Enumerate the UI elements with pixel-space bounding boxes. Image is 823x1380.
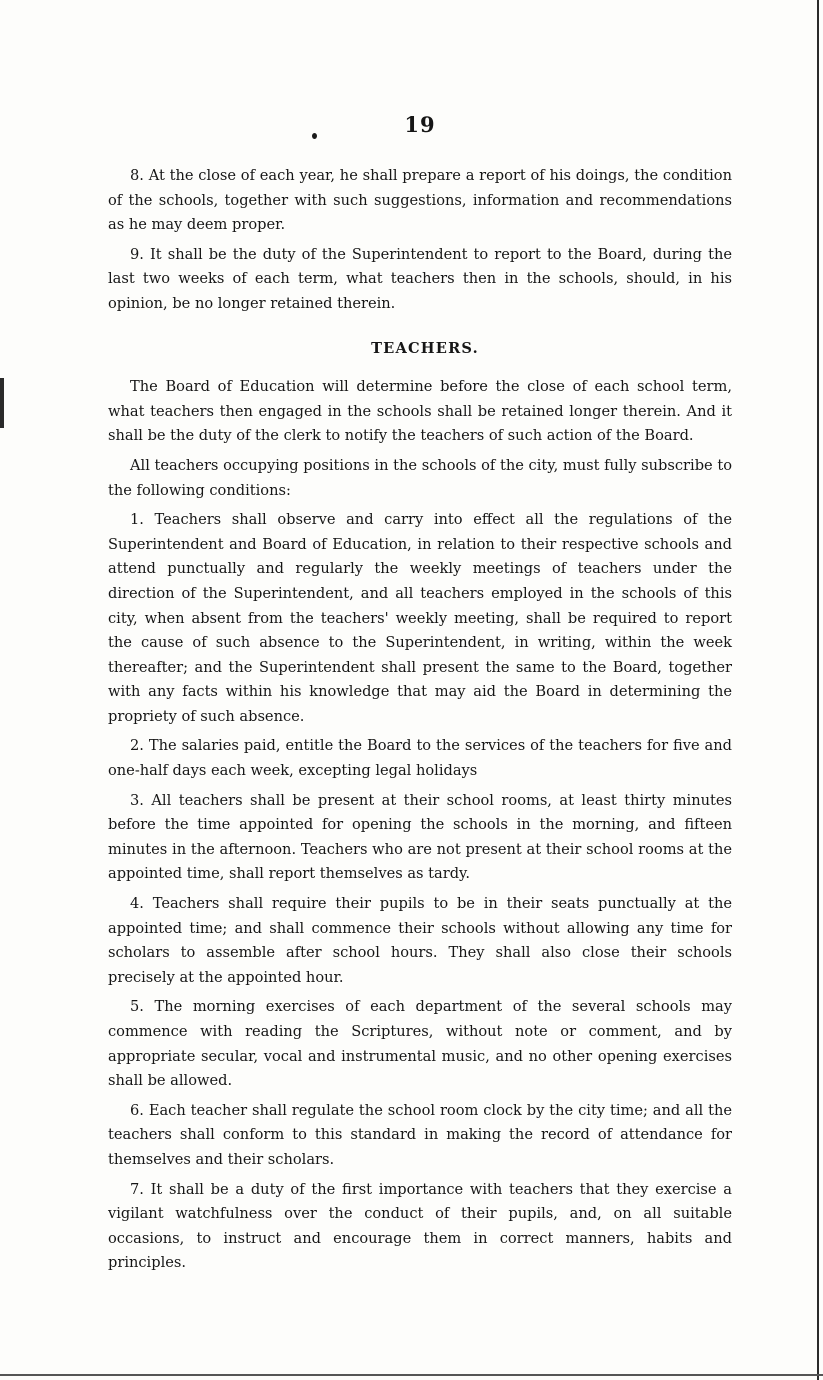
paragraph-board-of-education: The Board of Education will determine before the close of each school term, what teachers then engaged in the schools shall be retained longer therein. And it shall be the duty of the clerk to notify the teachers of such action of the Board. [108, 378, 732, 445]
page-bottom-edge [0, 1374, 823, 1376]
page-edge-left-mark [0, 378, 4, 428]
paragraph-teachers-1: 1. Teachers shall observe and carry into effect all the regulations of the Superintendent and Board of Education, in relation to their respective schools and attend punctually and regularly the weekly meetings of teachers under the direction of the Superintendent, and all teachers employed in the schools of this city, when absent from the teachers' weekly meeting, shall be required to report the cause of such absence to the Superintendent, in writing, within the week thereafter; and the Superintendent shall present the same to the Board, together with any facts within his knowledge that may aid the Board in determining the propriety of such absence. [108, 511, 732, 725]
paragraph-superintendent-8: 8. At the close of each year, he shall prepare a report of his doings, the condition of the schools, together with such suggestions, information and recommendations as he may deem proper. [108, 167, 732, 234]
page-edge-right [817, 0, 819, 1380]
section-heading-teachers: TEACHERS. [371, 339, 479, 357]
paragraph-teachers-6: 6. Each teacher shall regulate the school room clock by the city time; and all the teachers shall conform to this standard in making the record of attendance for themselves and their scholars. [108, 1101, 732, 1168]
paragraph-teachers-5: 5. The morning exercises of each department of the several schools may commence with reading the Scriptures, without note or comment, and by appropriate secular, vocal and instrumental music, and no other opening exercises shall be allowed. [108, 998, 732, 1090]
page-number: 19 [404, 112, 436, 137]
paragraph-conditions-intro: All teachers occupying positions in the schools of the city, must fully subscribe to the following conditions: [108, 456, 732, 499]
body-text [108, 164, 732, 1281]
paragraph-teachers-3: 3. All teachers shall be present at their school rooms, at least thirty minutes before the time appointed for opening the schools in the morning, and fifteen minutes in the afternoon. Teachers who are not present at their school rooms at the appointed time, shall report themselves as tardy. [108, 791, 732, 883]
paragraph-teachers-7: 7. It shall be a duty of the first importance with teachers that they exercise a vigilant watchfulness over the conduct of their pupils, and, on all suitable occasions, to instruct and encourage them in correct manners, habits and principles. [108, 1180, 732, 1272]
paragraph-superintendent-9: 9. It shall be the duty of the Superintendent to report to the Board, during the last two weeks of each term, what teachers then in the schools, should, in his opinion, be no longer retained therein. [108, 245, 732, 312]
paragraph-teachers-4: 4. Teachers shall require their pupils to be in their seats punctually at the appointed time; and shall commence their schools without allowing any time for scholars to assemble after school hours. They shall also close their schools precisely at the appointed hour. [108, 895, 732, 986]
paragraph-teachers-2: 2. The salaries paid, entitle the Board to the services of the teachers for five and one-half days each week, excepting legal holidays [108, 737, 732, 780]
